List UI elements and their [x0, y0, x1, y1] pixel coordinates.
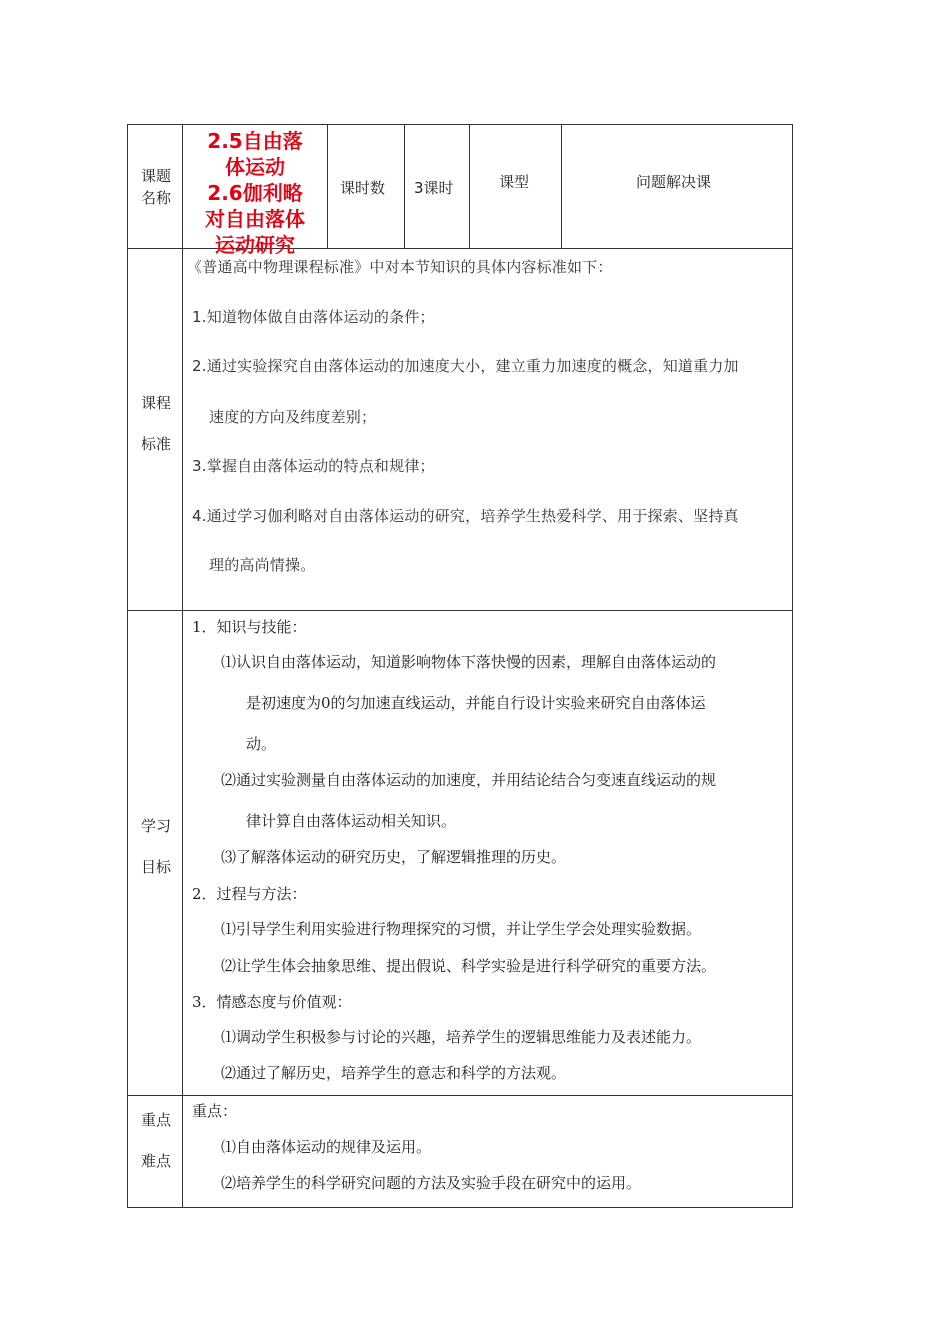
title-line: 体运动 [225, 155, 285, 179]
standard-item: 1.知道物体做自由落体运动的条件； [192, 308, 435, 326]
objective-item: ⑵通过了解历史，培养学生的意志和科学的方法观。 [221, 1064, 567, 1082]
standards-intro: 《普通高中物理课程标准》中对本节知识的具体内容标准如下： [187, 258, 613, 276]
course-name-label-line1: 课题 [140, 167, 171, 185]
objectives-label [130, 806, 182, 888]
keypoints-heading: 重点： [192, 1102, 238, 1120]
hours-label: 课时数 [340, 179, 386, 197]
column-divider [327, 124, 328, 248]
title-line: 对自由落体 [205, 207, 305, 231]
column-divider [561, 124, 562, 248]
column-divider [404, 124, 405, 248]
standards-label [130, 383, 182, 465]
standards-label-line1: 课程 [140, 394, 171, 412]
standard-item: 4.通过学习伽利略对自由落体运动的研究，培养学生热爱科学、用于探索、坚持真 [192, 507, 739, 525]
objective-item-continued: 是初速度为0的匀加速直线运动，并能自行设计实验来研究自由落体运 [246, 694, 706, 712]
standard-item-continued: 速度的方向及纬度差别； [209, 408, 377, 426]
standard-item: 3.掌握自由落体运动的特点和规律； [192, 457, 435, 475]
objective-item-continued: 动。 [246, 735, 277, 753]
course-name-label [130, 165, 182, 209]
type-value: 问题解决课 [636, 173, 712, 191]
objective-item: ⑴调动学生积极参与讨论的兴趣，培养学生的逻辑思维能力及表述能力。 [221, 1028, 702, 1046]
row-divider [127, 1095, 793, 1096]
title-line: 运动研究 [215, 233, 295, 257]
keypoint-item: ⑴自由落体运动的规律及运用。 [221, 1138, 432, 1156]
standard-item-continued: 理的高尚情操。 [209, 556, 316, 574]
keypoint-item: ⑵培养学生的科学研究问题的方法及实验手段在研究中的运用。 [221, 1174, 642, 1192]
objective-item: ⑶了解落体运动的研究历史，了解逻辑推理的历史。 [221, 848, 567, 866]
lesson-title [186, 128, 324, 258]
keypoints-label [130, 1100, 182, 1182]
keypoints-label-line2: 难点 [140, 1152, 171, 1170]
keypoints-label-line1: 重点 [140, 1111, 171, 1129]
column-divider [469, 124, 470, 248]
column-divider [182, 124, 183, 1208]
objectives-label-line2: 目标 [140, 858, 171, 876]
course-name-label-line2: 名称 [140, 189, 171, 207]
objective-item: ⑵让学生体会抽象思维、提出假说、科学实验是进行科学研究的重要方法。 [221, 957, 717, 975]
objective-item: ⑵通过实验测量自由落体运动的加速度，并用结论结合匀变速直线运动的规 [221, 771, 717, 789]
objective-item: ⑴引导学生利用实验进行物理探究的习惯，并让学生学会处理实验数据。 [221, 920, 702, 938]
title-line: 2.6伽利略 [207, 181, 303, 205]
title-line: 2.5自由落 [207, 129, 303, 153]
objectives-label-line1: 学习 [140, 817, 171, 835]
row-divider [127, 610, 793, 611]
objective-item-continued: 律计算自由落体运动相关知识。 [246, 812, 457, 830]
objective-item: ⑴认识自由落体运动，知道影响物体下落快慢的因素，理解自由落体运动的 [221, 653, 717, 671]
hours-value: 3课时 [414, 179, 454, 197]
standards-label-line2: 标准 [140, 435, 171, 453]
objective-heading: 1．知识与技能： [192, 618, 307, 636]
standard-item: 2.通过实验探究自由落体运动的加速度大小，建立重力加速度的概念，知道重力加 [192, 357, 739, 375]
objective-heading: 2．过程与方法： [192, 885, 307, 903]
type-label: 课型 [499, 173, 530, 191]
objective-heading: 3．情感态度与价值观： [192, 993, 352, 1011]
